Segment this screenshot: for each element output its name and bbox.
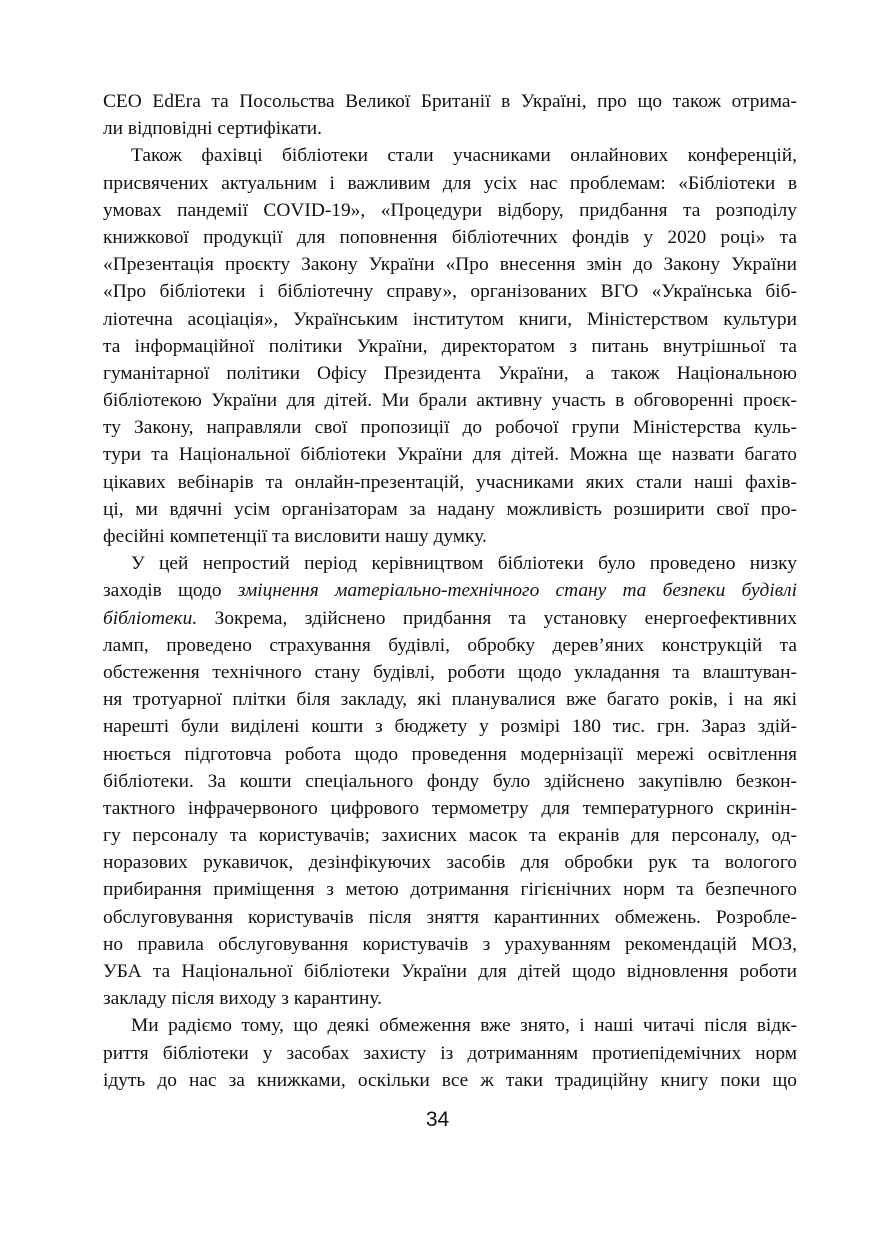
- text-line: прибирання приміщення з метою дотримання гігієнічних норм та безпечного: [103, 879, 797, 901]
- italic-emphasis: зміцнення матеріально-технічного стану та безпеки будівлі: [237, 580, 797, 602]
- text-line: CEO EdEra та Посольства Великої Британії в Україні, про що також отрима-: [103, 91, 797, 112]
- text-line: гу персоналу та користувачів; захисних масок та екранів для персоналу, од-: [103, 825, 797, 847]
- text-line: тактного інфрачервоного цифрового термометру для температурного скринін-: [103, 797, 797, 819]
- text-line: «Презентація проєкту Закону України «Про внесення змін до Закону України: [103, 254, 797, 276]
- text-line: гуманітарної політики Офісу Президента України, а також Національною: [103, 362, 797, 384]
- text-line: закладу після виходу з карантину.: [103, 988, 382, 1010]
- text-line: фесійні компетенції та висловити нашу думку.: [103, 526, 487, 547]
- text-line: норазових рукавичок, дезінфікуючих засобів для обробки рук та вологого: [103, 852, 797, 874]
- text-line: ту Закону, направляли свої пропозиції до робочої групи Міністерства куль-: [103, 417, 797, 439]
- text-line: нарешті були виділені кошти з бюджету у розмірі 180 тис. грн. Зараз здій-: [103, 716, 797, 738]
- text-line: цікавих вебінарів та онлайн-презентацій, учасниками яких стали наші фахів-: [103, 471, 797, 493]
- text-line: ня тротуарної плітки біля закладу, які планувалися вже багато років, і на які: [103, 689, 797, 711]
- text-line: бібліотеки. За кошти спеціального фонду було здійснено закупівлю безкон-: [103, 770, 797, 792]
- text-line: У цей непростий період керівництвом бібліотеки було проведено низку: [131, 553, 797, 575]
- italic-emphasis: бібліотеки.: [103, 607, 198, 629]
- text-line: ламп, проведено страхування будівлі, обробку дерев’яних конструкцій та: [103, 634, 797, 656]
- text-line: ліотечна асоціація», Українським інститутом книги, Міністерством культури: [103, 308, 797, 330]
- text-line: [103, 605, 797, 632]
- text-line: та інформаційної політики України, директоратом з питань внутрішньої та: [103, 335, 797, 357]
- text-line: обслуговування користувачів після зняття карантинних обмежень. Розробле-: [103, 906, 797, 928]
- text-line: ли відповідні сертифікати.: [103, 118, 323, 140]
- text-line: УБА та Національної бібліотеки України для дітей щодо відновлення роботи: [103, 961, 797, 982]
- text-line: обстеження технічного стану будівлі, роботи щодо укладання та влаштуван-: [103, 661, 797, 683]
- text-line: но правила обслуговування користувачів з урахуванням рекомендацій МОЗ,: [103, 933, 797, 955]
- text-line: Ми радіємо тому, що деякі обмеження вже знято, і наші читачі після відк-: [131, 1015, 797, 1037]
- text-line: присвячених актуальним і важливим для усіх нас проблемам: «Бібліотеки в: [103, 172, 797, 194]
- text-line: ідуть до нас за книжками, оскільки все ж таки традиційну книгу поки що: [103, 1069, 797, 1091]
- text-line: [103, 577, 797, 604]
- text-line: книжкової продукції для поповнення бібліотечних фондів у 2020 році» та: [103, 226, 797, 248]
- text-line: «Про бібліотеки і бібліотечну справу», організованих ВГО «Українська біб-: [103, 281, 797, 303]
- text-line: ці, ми вдячні усім організаторам за надану можливість розширити свої про-: [103, 498, 797, 520]
- text-segment: заходів щодо: [103, 580, 238, 602]
- text-line: нюється підготовча робота щодо проведення модернізації мережі освітлення: [103, 743, 797, 765]
- text-line: тури та Національної бібліотеки України для дітей. Можна ще назвати багато: [103, 444, 797, 466]
- text-line: умовах пандемії COVID-19», «Процедури відбору, придбання та розподілу: [103, 199, 797, 221]
- page-number: 34: [425, 1108, 450, 1131]
- text-segment: Зокрема, здійснено придбання та установку енергоефективних: [197, 607, 797, 629]
- text-line: Також фахівці бібліотеки стали учасниками онлайнових конференцій,: [131, 145, 797, 167]
- body-text: [103, 88, 797, 1094]
- text-line: риття бібліотеки у засобах захисту із дотриманням протиепідемічних норм: [103, 1042, 797, 1064]
- text-line: бібліотекою України для дітей. Ми брали активну участь в обговоренні проєк-: [103, 390, 797, 412]
